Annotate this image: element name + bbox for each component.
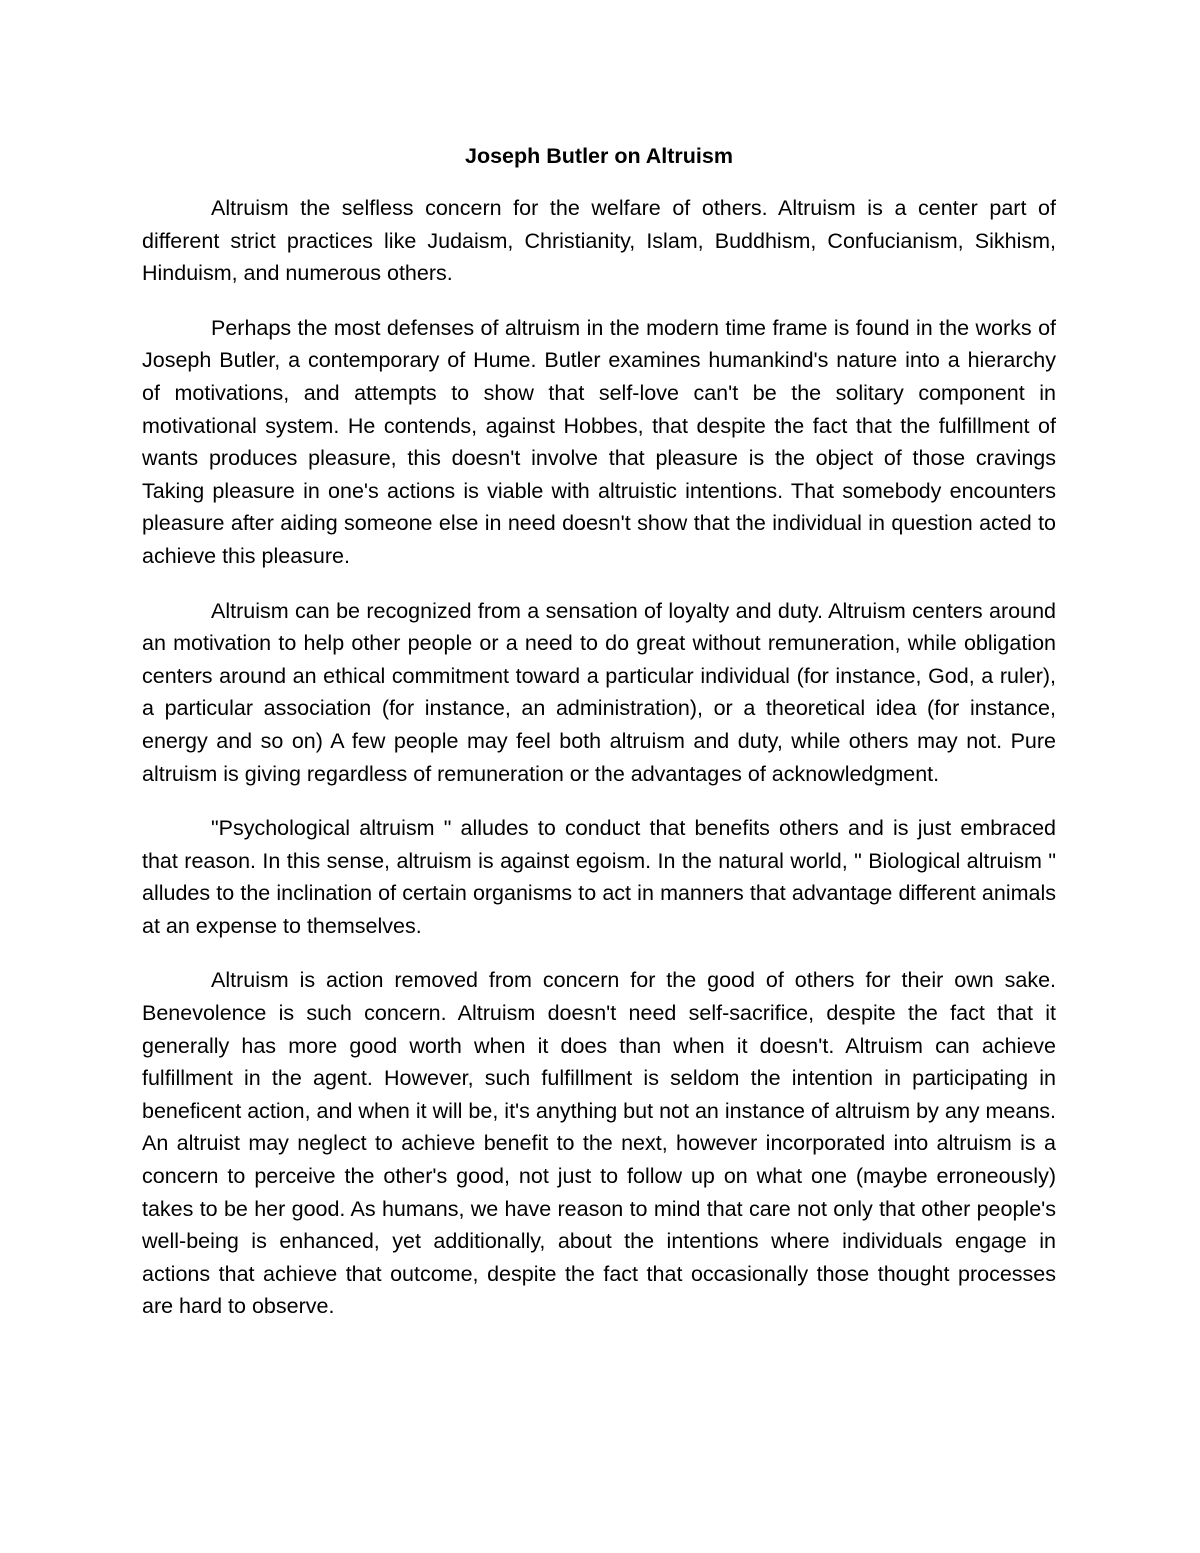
paragraph-5: Altruism is action removed from concern for the good of others for their own sake. Benevolence is such concern. Altruism doesn't need self-sacrifice, despite the fact that it generally has more good worth when it does than when it doesn't. Altruism can achieve fulfillment in the agent. However, such fulfillment is seldom the intention in participating in beneficent action, and when it will be, it's anything but not an instance of altruism by any means. An altruist may neglect to achieve benefit to the next, however incorporated into altruism is a concern to perceive the other's good, not just to follow up on what one (maybe erroneously) takes to be her good. As humans, we have reason to mind that care not only that other people's well-being is enhanced, yet additionally, about the intentions where individuals engage in actions that achieve that outcome, despite the fact that occasionally those thought processes are hard to observe.: [142, 968, 1056, 1319]
paragraph-1: Altruism the selfless concern for the welfare of others. Altruism is a center part of different strict practices like Judaism, Christianity, Islam, Buddhism, Confucianism, Sikhism, Hinduism, and numerous others.: [142, 196, 1056, 286]
paragraph-2: Perhaps the most defenses of altruism in the modern time frame is found in the works of Joseph Butler, a contemporary of Hume. Butler examines humankind's nature into a hierarchy of motivations, and attempts to show that self-love can't be the solitary component in motivational system. He contends, against Hobbes, that despite the fact that the fulfillment of wants produces pleasure, this doesn't involve that pleasure is the object of those cravings Taking pleasure in one's actions is viable with altruistic intentions. That somebody encounters pleasure after aiding someone else in need doesn't show that the individual in question acted to achieve this pleasure.: [142, 315, 1056, 568]
paragraph-3: Altruism can be recognized from a sensation of loyalty and duty. Altruism centers around an motivation to help other people or a need to do great without remuneration, while obligation centers around an ethical commitment toward a particular individual (for instance, God, a ruler), a particular association (for instance, an administration), or a theoretical idea (for instance, energy and so on) A few people may feel both altruism and duty, while others may not. Pure altruism is giving regardless of remuneration or the advantages of acknowledgment.: [142, 598, 1056, 786]
document-body: [142, 138, 1056, 1323]
document-title: Joseph Butler on Altruism: [465, 144, 733, 168]
paragraph-4: "Psychological altruism " alludes to conduct that benefits others and is just embraced that reason. In this sense, altruism is against egoism. In the natural world, " Biological altruism " alludes to the inclination of certain organisms to act in manners that advantage different animals at an expense to themselves.: [142, 816, 1056, 938]
